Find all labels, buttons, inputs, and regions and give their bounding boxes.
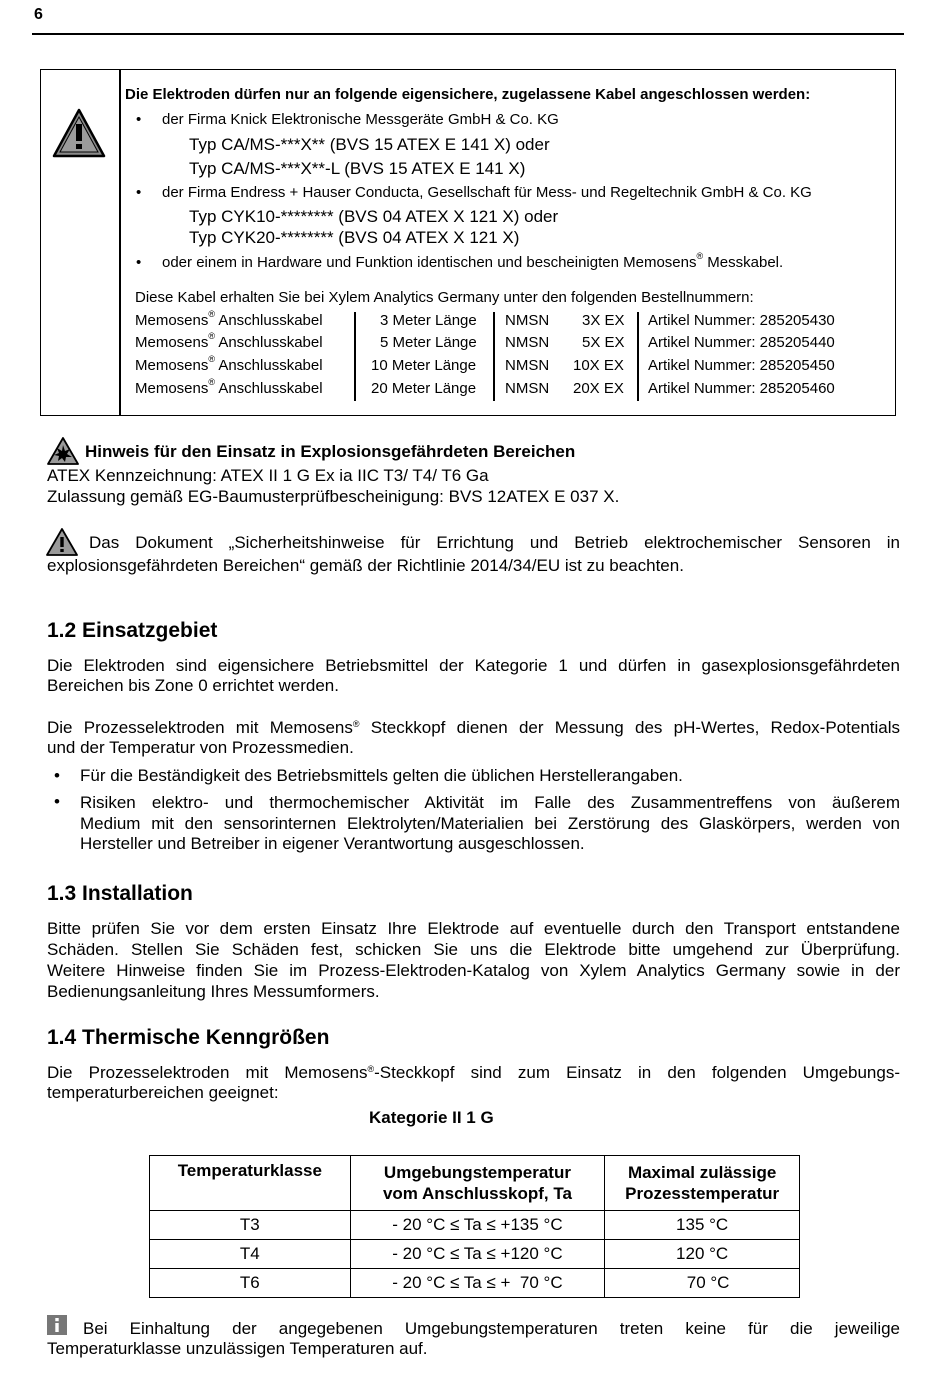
info-icon [47, 1315, 67, 1340]
cable-code-suffix: 5X EX [582, 334, 625, 351]
cable-table-separator [637, 312, 639, 401]
cable-code-suffix: 20X EX [573, 380, 624, 397]
bullet: • [136, 111, 142, 128]
table-row [150, 1269, 800, 1298]
cable-code: NMSN [505, 334, 550, 351]
table-row [150, 1211, 800, 1240]
table-cell: T6 [150, 1269, 351, 1298]
cable-table-separator [354, 312, 356, 401]
table-cell: T3 [150, 1211, 351, 1240]
list-item: Risiken elektro- und thermochemischer Aktivität im Falle des Zusammentreffens von äußerem [80, 793, 900, 812]
header-rule [32, 33, 904, 35]
category-label: Kategorie II 1 G [369, 1108, 494, 1127]
cable-name: Memosens® Anschlusskabel [135, 354, 323, 374]
cable-code: NMSN [505, 380, 550, 397]
cable-code-suffix: 3X EX [582, 312, 625, 329]
cable-article: Artikel Nummer: 285205440 [648, 334, 835, 351]
warning-box-divider [119, 70, 121, 415]
cable-code-suffix: 10X EX [573, 357, 624, 374]
cable-article: Artikel Nummer: 285205430 [648, 312, 835, 329]
table-cell: T4 [150, 1240, 351, 1269]
column-header: Temperaturklasse [150, 1156, 351, 1211]
ex-note-line: Zulassung gemäß EG-Baumusterprüfbescheinigung: BVS 12ATEX E 037 X. [47, 487, 620, 506]
doc-note-line2: explosionsgefährdeten Bereichen“ gemäß der Richtlinie 2014/34/EU ist zu beachten. [47, 556, 684, 575]
cable-type: Typ CYK20-******** (BVS 04 ATEX X 121 X) [189, 228, 520, 247]
cable-length: 20 Meter Länge [371, 380, 477, 397]
cable-type: Typ CYK10-******** (BVS 04 ATEX X 121 X) oder [189, 207, 559, 226]
cable-article: Artikel Nummer: 285205460 [648, 380, 835, 397]
table-header-row [150, 1156, 800, 1211]
list-item: Hersteller und Betreiber in eigener Verantwortung ausgeschlossen. [80, 834, 585, 853]
section-1-3-line: Weitere Hinweise finden Sie im Prozess-Elektroden-Katalog von Xylem Analytics Germany sowie in der [47, 961, 900, 980]
cable-code: NMSN [505, 357, 550, 374]
cable-type: Typ CA/MS-***X**-L (BVS 15 ATEX E 141 X) [189, 159, 526, 178]
cable-length: 3 Meter Länge [380, 312, 477, 329]
section-1-2-para2: und der Temperatur von Prozessmedien. [47, 738, 354, 757]
section-1-4-title: 1.4 Thermische Kenngrößen [47, 1026, 330, 1049]
table-cell: 70 °C [605, 1269, 800, 1298]
bullet: • [54, 766, 60, 785]
section-1-2-para2: Die Prozesselektroden mit Memosens® Steckkopf dienen der Messung des pH-Wertes, Redox-Potentials [47, 718, 901, 737]
info-note-line1: Bei Einhaltung der angegebenen Umgebungstemperaturen treten keine für die jeweilige [83, 1319, 900, 1338]
list-item: Für die Beständigkeit des Betriebsmittels gelten die üblichen Herstellerangaben. [80, 766, 683, 785]
doc-note-line1: Das Dokument „Sicherheitshinweise für Errichtung und Betrieb elektrochemischer Sensoren in [89, 533, 900, 552]
section-1-2-para1: Die Elektroden sind eigensichere Betriebsmittel der Kategorie 1 und dürfen in gasexplosionsgefährdeten [47, 656, 900, 675]
page-number: 6 [34, 6, 43, 23]
bullet: • [136, 254, 142, 271]
table-cell: - 20 °C ≤ Ta ≤ +120 °C [350, 1240, 605, 1269]
bullet: • [54, 792, 60, 811]
bullet: • [136, 184, 142, 201]
cable-name: Memosens® Anschlusskabel [135, 331, 323, 351]
section-1-4-line1: Die Prozesselektroden mit Memosens®-Steckkopf sind zum Einsatz in den folgenden Umgebungs- [47, 1063, 900, 1082]
section-1-3-line: Bedienungsanleitung Ihres Messumformers. [47, 982, 380, 1001]
warning-triangle-icon [52, 108, 106, 163]
cable-code: NMSN [505, 312, 550, 329]
section-1-3-line: Schäden. Stellen Sie Schäden fest, schicken Sie uns die Elektrode bitte umgehend zur Überprüfung. [47, 940, 900, 959]
order-intro: Diese Kabel erhalten Sie bei Xylem Analytics Germany unter den folgenden Bestellnummern: [135, 289, 754, 306]
section-1-4-line2: temperaturbereichen geeignet: [47, 1083, 279, 1102]
ex-note-heading: Hinweis für den Einsatz in Explosionsgefährdeten Bereichen [85, 442, 576, 461]
cable-name: Memosens® Anschlusskabel [135, 309, 323, 329]
section-1-2-para1: Bereichen bis Zone 0 errichtet werden. [47, 676, 339, 695]
cable-type: Typ CA/MS-***X** (BVS 15 ATEX E 141 X) oder [189, 135, 550, 154]
table-cell: 135 °C [605, 1211, 800, 1240]
section-1-3-title: 1.3 Installation [47, 882, 193, 905]
temperature-table [149, 1155, 800, 1298]
cable-length: 5 Meter Länge [380, 334, 477, 351]
list-item: Medium mit den sensorinternen Elektrolyten/Materialien bei Zerstörung des Glaskörpers, werden von [80, 814, 900, 833]
manufacturer-knick: der Firma Knick Elektronische Messgeräte GmbH & Co. KG [162, 111, 559, 128]
warning-heading: Die Elektroden dürfen nur an folgende eigensichere, zugelassene Kabel angeschlossen werden: [125, 86, 811, 103]
ex-note-line: ATEX Kennzeichnung: ATEX II 1 G Ex ia IIC T3/ T4/ T6 Ga [47, 466, 489, 485]
section-1-3-line: Bitte prüfen Sie vor dem ersten Einsatz Ihre Elektrode auf eventuelle durch den Transport entstandene [47, 919, 900, 938]
section-1-2-title: 1.2 Einsatzgebiet [47, 619, 218, 642]
cable-table-separator [493, 312, 495, 401]
table-cell: - 20 °C ≤ Ta ≤ +135 °C [350, 1211, 605, 1240]
table-cell: 120 °C [605, 1240, 800, 1269]
cable-name: Memosens® Anschlusskabel [135, 377, 323, 397]
cable-article: Artikel Nummer: 285205450 [648, 357, 835, 374]
equivalent-cable-note: oder einem in Hardware und Funktion identischen und bescheinigten Memosens® Messkabel. [162, 251, 784, 271]
column-header: Umgebungstemperatur vom Anschlusskopf, Ta [350, 1156, 605, 1211]
manufacturer-endress: der Firma Endress + Hauser Conducta, Gesellschaft für Mess- und Regeltechnik GmbH & Co. KG [162, 184, 812, 201]
table-cell: - 20 °C ≤ Ta ≤ + 70 °C [350, 1269, 605, 1298]
cable-length: 10 Meter Länge [371, 357, 477, 374]
info-note-line2: Temperaturklasse unzulässigen Temperaturen auf. [47, 1339, 428, 1358]
column-header: Maximal zulässige Prozesstemperatur [605, 1156, 800, 1211]
table-row [150, 1240, 800, 1269]
